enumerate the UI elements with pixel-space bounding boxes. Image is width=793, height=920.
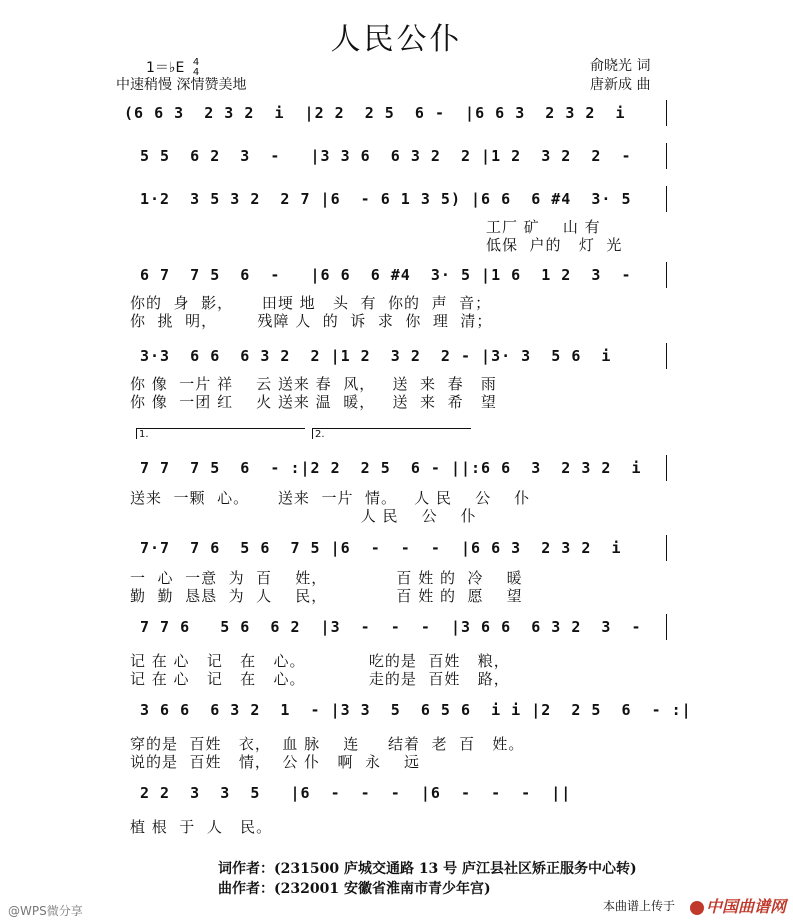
bar-line <box>666 262 667 288</box>
notes-text: 6 7 7 5 6 - |6 6 6 #4 3· 5 |1 6 1 2 3 - <box>140 266 632 284</box>
second-ending-label: 2. <box>315 429 325 440</box>
first-ending-label: 1. <box>139 429 149 440</box>
lyricist-address <box>218 858 637 878</box>
notes-text: 3 6 6 6 3 2 1 - |3 3 5 6 5 6 i i |2 2 5 6 - :| <box>140 701 692 719</box>
lyric-line-1: 你 像 一片 祥 云 送来 春 风， 送 来 春 雨 <box>130 375 497 393</box>
bar-line <box>666 614 667 640</box>
notes-row <box>0 100 793 126</box>
tempo-marking: 中速稍慢 深情赞美地 <box>116 77 247 93</box>
site-logo-icon <box>690 901 704 915</box>
bar-line <box>666 535 667 561</box>
notes-row <box>0 535 793 561</box>
lyric-line-2: 勤 勤 恳恳 为 人 民， 百 姓 的 愿 望 <box>130 587 523 605</box>
composer-address-label: 曲作者： <box>218 881 274 897</box>
upload-note: 本曲谱上传于 <box>603 899 676 913</box>
notes-text: 2 2 3 3 5 |6 - - - |6 - - - || <box>140 784 572 802</box>
lyric-line-2: 人 民 公 仆 <box>130 507 477 525</box>
lyricist-credit: 俞晓光 词 <box>590 58 651 74</box>
notes-text: 7·7 7 6 5 6 7 5 |6 - - - |6 6 3 2 3 2 i <box>140 539 622 557</box>
site-name: 中国曲谱网 <box>706 897 787 916</box>
notes-text: 1·2 3 5 3 2 2 7 |6 - 6 1 3 5) |6 6 6 #4 3· 5 <box>140 190 632 208</box>
song-title: 人民公仆 <box>330 22 463 57</box>
bar-line <box>666 186 667 212</box>
notes-text: 7 7 6 5 6 6 2 |3 - - - |3 6 6 6 3 2 3 - <box>140 618 642 636</box>
notes-row <box>0 343 793 369</box>
lyricist-address-text: (231500 庐城交通路 13 号 庐江县社区矫正服务中心转) <box>274 861 637 877</box>
meter-top: 4 <box>192 57 200 68</box>
composer-credit: 唐新成 曲 <box>590 77 651 93</box>
notes-text: 7 7 7 5 6 - :|2 2 2 5 6 - ||:6 6 3 2 3 2 i <box>140 459 642 477</box>
lyricist-address-label: 词作者： <box>218 861 274 877</box>
second-ending-bracket <box>312 428 471 439</box>
lyric-line-1: 植 根 于 人 民。 <box>130 818 273 836</box>
key-label: 1＝♭E <box>146 60 185 76</box>
notes-text: 3·3 6 6 6 3 2 2 |1 2 3 2 2 - |3· 3 5 6 i <box>140 347 612 365</box>
notes-row <box>0 780 793 806</box>
lyric-line-2: 说的是 百姓 情， 公 仆 啊 永 远 <box>130 753 421 771</box>
lyric-line-1: 送来 一颗 心。 送来 一片 情。 人 民 公 仆 <box>130 489 531 507</box>
notes-text: 5 5 6 2 3 - |3 3 6 6 3 2 2 |1 2 3 2 2 - <box>140 147 632 165</box>
lyric-line-1: 工厂 矿 山 有 <box>486 218 601 236</box>
lyric-line-1: 记 在 心 记 在 心。 吃的是 百姓 粮， <box>130 652 510 670</box>
wps-watermark: @WPS微分享 <box>8 904 83 918</box>
lyric-line-2: 低保 户的 灯 光 <box>486 236 623 254</box>
composer-address <box>218 878 491 898</box>
lyric-line-2: 你 挑 明， 残障 人 的 诉 求 你 理 清； <box>130 312 493 330</box>
lyric-line-1: 你的 身 影， 田埂 地 头 有 你的 声 音； <box>130 294 492 312</box>
site-watermark <box>690 894 786 917</box>
meter-bottom: 4 <box>192 67 200 78</box>
notes-row <box>0 697 793 723</box>
lyric-line-1: 一 心 一意 为 百 姓， 百 姓 的 冷 暖 <box>130 569 523 587</box>
lyric-line-1: 穿的是 百姓 衣， 血 脉 连 结着 老 百 姓。 <box>130 735 525 753</box>
notes-text: (6 6 3 2 3 2 i |2 2 2 5 6 - |6 6 3 2 3 2 i <box>124 104 626 122</box>
notes-row <box>0 186 793 212</box>
composer-address-text: (232001 安徽省淮南市青少年宫) <box>274 881 491 897</box>
bar-line <box>666 455 667 481</box>
first-ending-bracket <box>136 428 305 439</box>
notes-row <box>0 262 793 288</box>
notes-row <box>0 455 793 481</box>
lyric-line-2: 记 在 心 记 在 心。 走的是 百姓 路， <box>130 670 510 688</box>
notes-row <box>0 143 793 169</box>
notes-row <box>0 614 793 640</box>
bar-line <box>666 343 667 369</box>
lyric-line-2: 你 像 一团 红 火 送来 温 暖， 送 来 希 望 <box>130 393 497 411</box>
bar-line <box>666 100 667 126</box>
bar-line <box>666 143 667 169</box>
